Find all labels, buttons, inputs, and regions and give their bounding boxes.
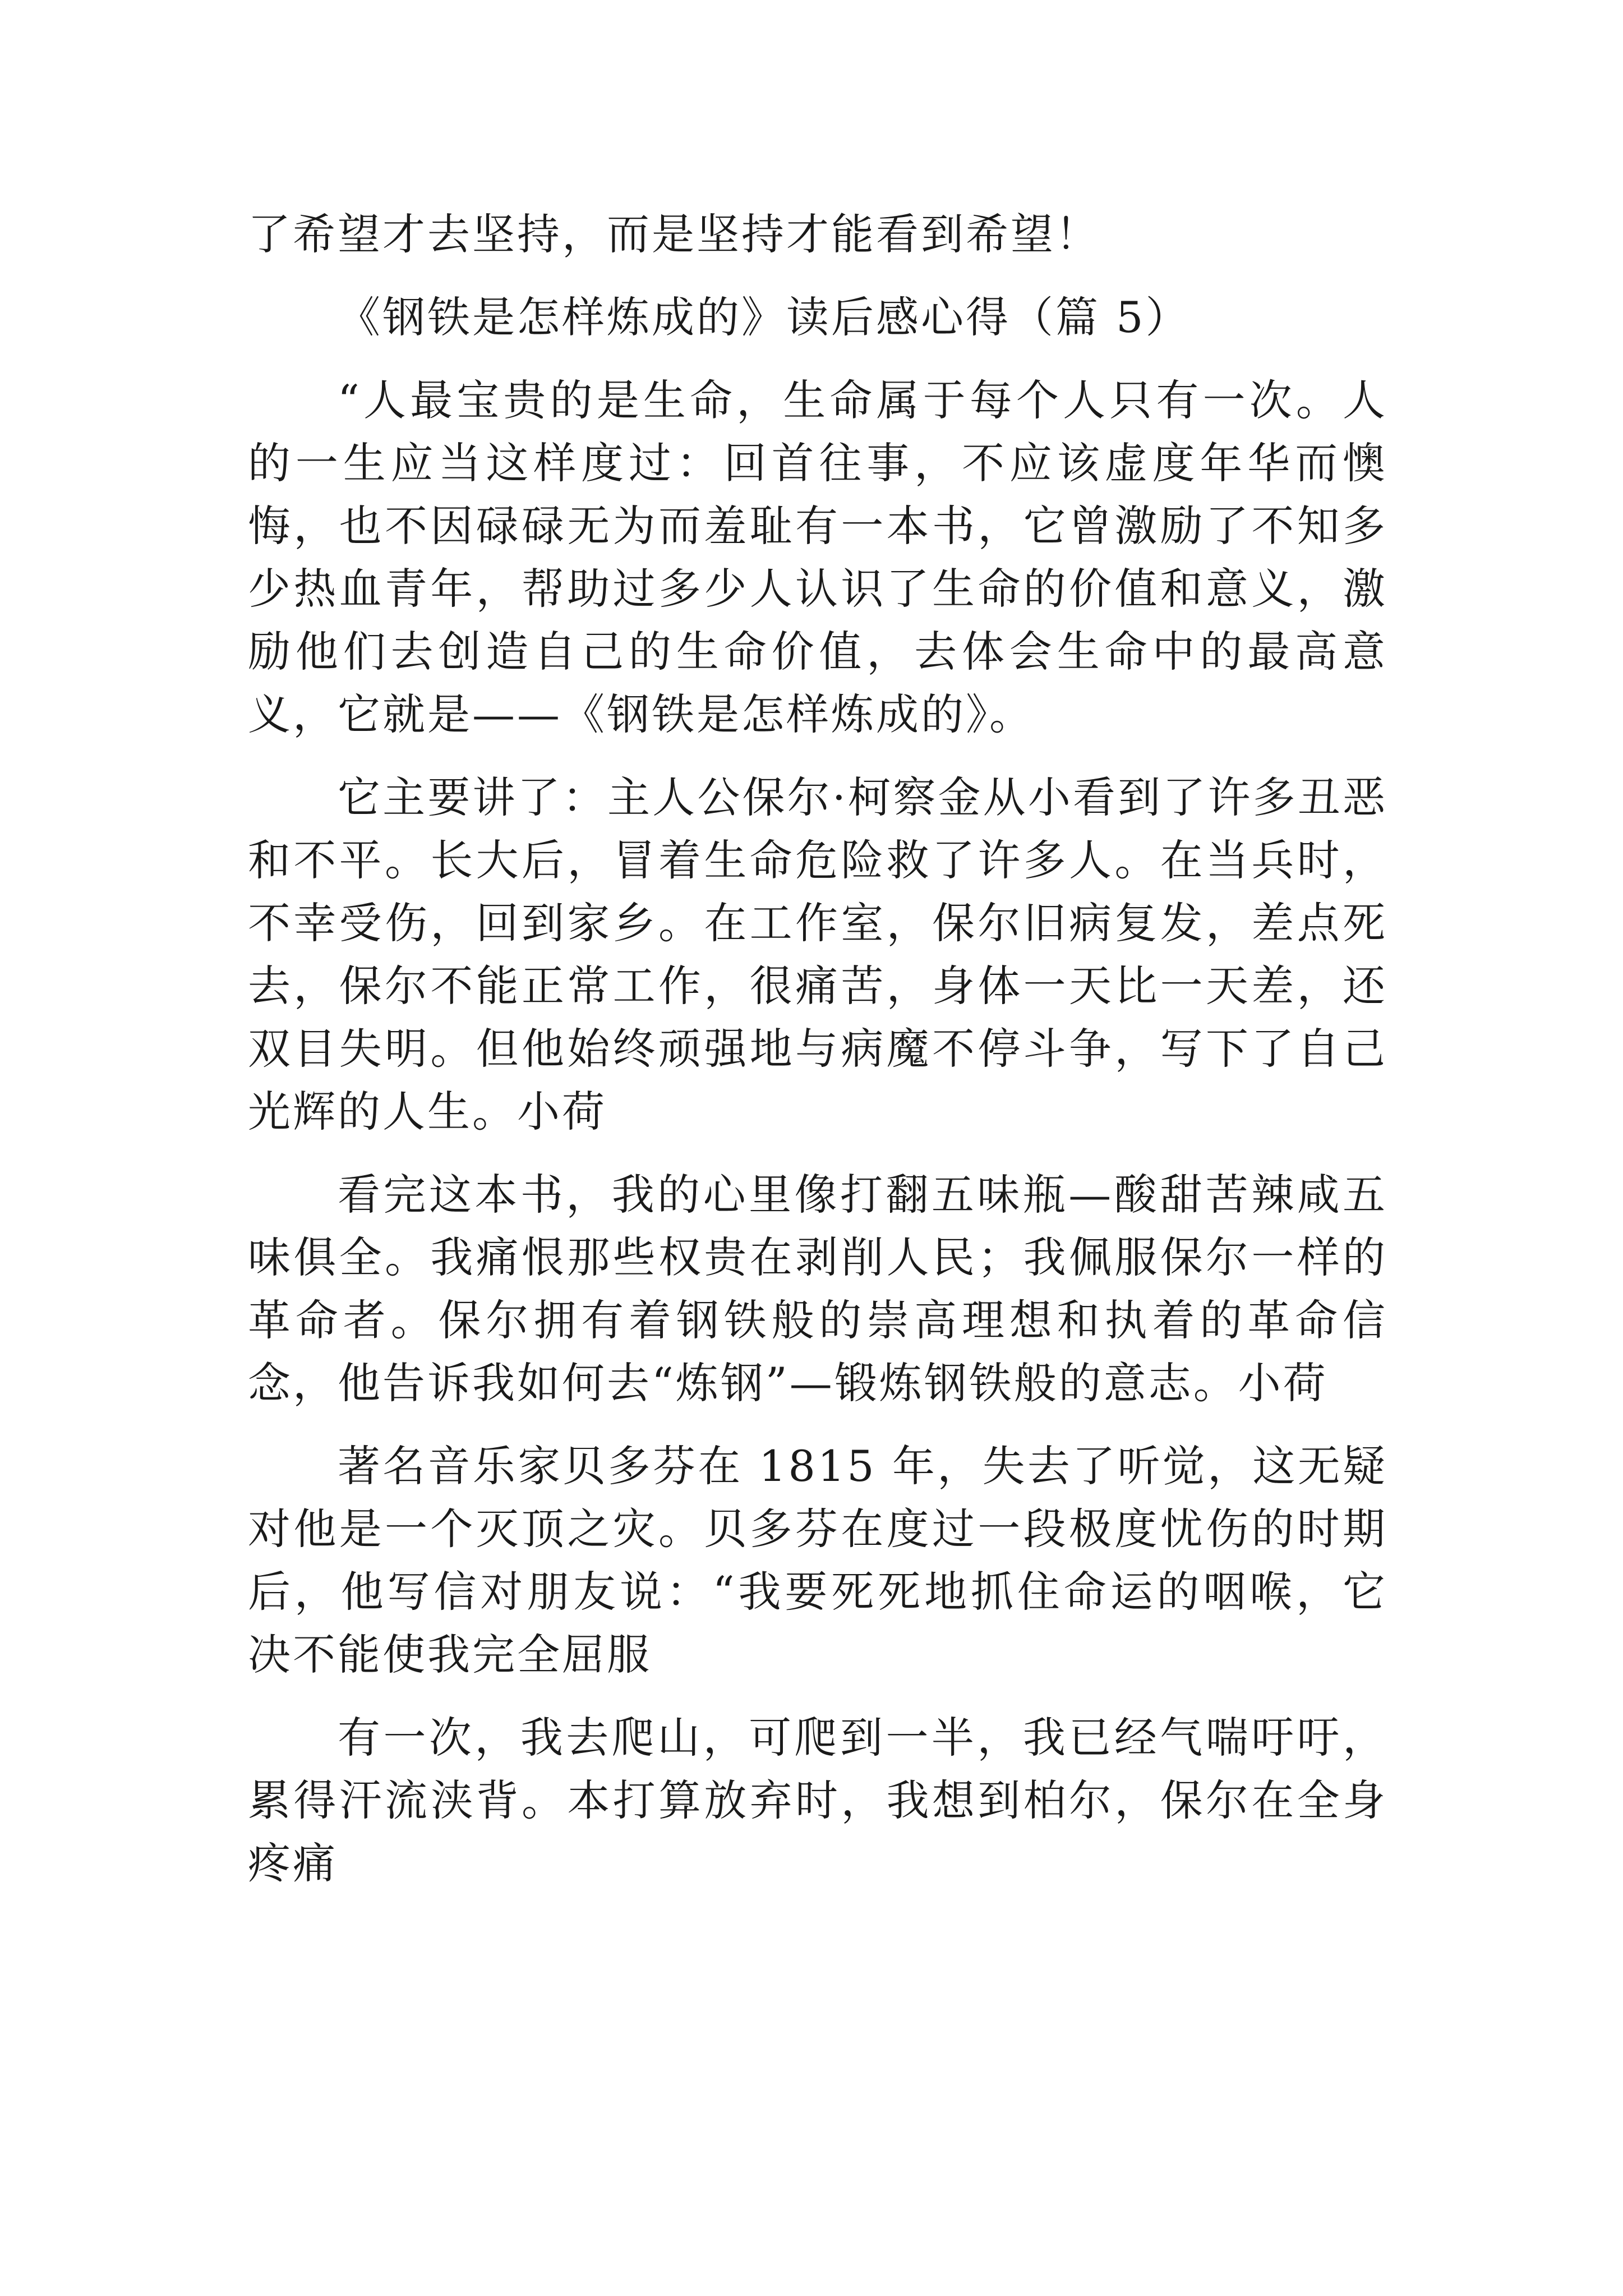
paragraph-quote: “人最宝贵的是生命，生命属于每个人只有一次。人的一生应当这样度过：回首往事，不应该虚度年华而懊悔，也不因碌碌无为而羞耻有一本书，它曾激励了不知多少热血青年，帮助过多少人认识了生命的价值和意义，激励他们去创造自己的生命价值，去体会生命中的最高意义，它就是——《钢铁是怎样炼成的》。 bbox=[248, 375, 1387, 739]
paragraph-continuation: 了希望才去坚持，而是坚持才能看到希望！ bbox=[248, 209, 1100, 259]
paragraph-feelings: 看完这本书，我的心里像打翻五味瓶—酸甜苦辣咸五味俱全。我痛恨那些权贵在剥削人民；我佩服保尔一样的革命者。保尔拥有着钢铁般的崇高理想和执着的革命信念，他告诉我如何去“炼钢”—锻炼钢铁般的意志。小荷 bbox=[248, 1170, 1387, 1408]
paragraph-beethoven: 著名音乐家贝多芬在 1815 年，失去了听觉，这无疑对他是一个灭顶之灾。贝多芬在度过一段极度忧伤的时期后，他写信对朋友说：“我要死死地抓住命运的咽喉，它决不能使我完全屈服 bbox=[248, 1441, 1387, 1680]
paragraph-climbing: 有一次，我去爬山，可爬到一半，我已经气喘吁吁，累得汗流浃背。本打算放弃时，我想到柏尔，保尔在全身疼痛 bbox=[248, 1713, 1387, 1888]
document-body bbox=[248, 203, 1387, 1915]
section-heading: 《钢铁是怎样炼成的》读后感心得（篇 5） bbox=[338, 292, 1191, 342]
paragraph-summary: 它主要讲了：主人公保尔·柯察金从小看到了许多丑恶和不平。长大后，冒着生命危险救了许多人。在当兵时，不幸受伤，回到家乡。在工作室，保尔旧病复发，差点死去，保尔不能正常工作，很痛苦，身体一天比一天差，还双目失明。但他始终顽强地与病魔不停斗争，写下了自己光辉的人生。小荷 bbox=[248, 772, 1387, 1137]
